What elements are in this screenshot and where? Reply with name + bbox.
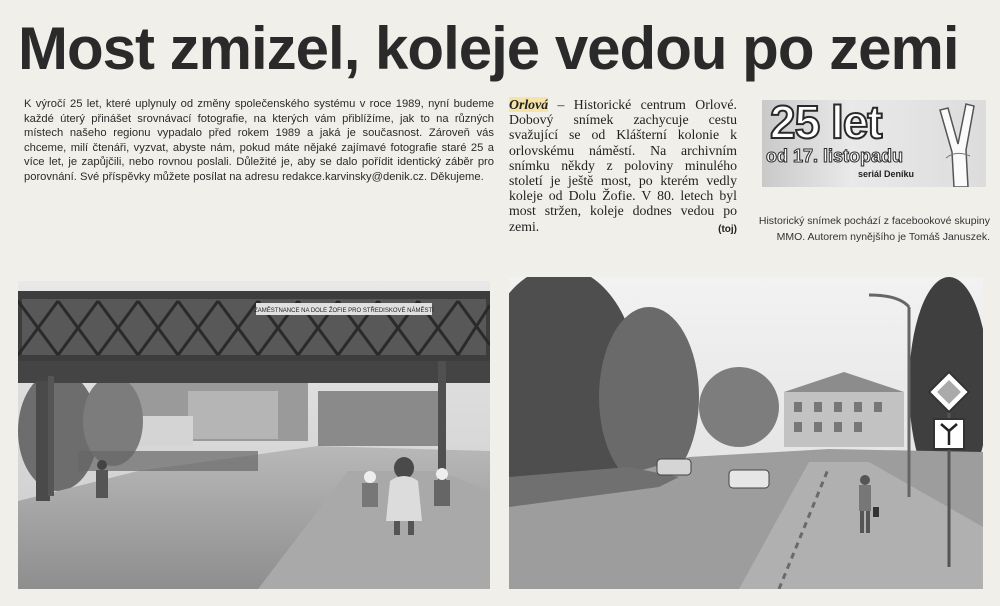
intro-paragraph: K výročí 25 let, které uplynuly od změny společenského systému v roce 1989, nyní budeme každé úterý přinášet srovnávací fotografie, na kterých vám přiblížíme, jak to na různých místech našeho regionu vypadalo před rokem 1989 a jaká je současnost. Zároveň vás chceme, milí čtenáři, vyzvat, abyste nám, pokud máte nějaké zajímavé fotografie staré 25 a více let, je zapůjčili, nebo rovnou poslali. Důležité je, aby se dalo pořídit identický záběr pro porovnání. Své příspěvky můžete posílat na adresu redakce.karvinsky@denik.cz. Děkujeme. [24, 98, 494, 183]
series-badge [762, 100, 986, 187]
story-place: Orlová [509, 97, 549, 112]
photo-caption: Historický snímek pochází z facebookové skupiny MMO. Autorem nynějšího je Tomáš Januszek. [758, 215, 990, 243]
badge-subtitle: od 17. listopadu [766, 146, 904, 166]
headline: Most zmizel, koleje vedou po zemi [18, 15, 959, 82]
current-photo [509, 277, 983, 589]
victory-hand-icon [926, 100, 986, 187]
badge-number: 25 let [770, 100, 882, 148]
archive-photo [18, 281, 490, 589]
story-text [509, 97, 737, 237]
story-author: (toj) [718, 223, 737, 235]
badge-serial: seriál Deníku [858, 169, 915, 179]
story-body: Historické centrum Orlové. Dobový snímek zachycuje cestu svažující se od Klášterní kolonie k orlovskému náměstí. Na archivním snímku někdy z poloviny minulého století je ještě most, po kterém vedly koleje od Dolu Žofie. V 80. letech byl most stržen, koleje dodnes vedou po zemi. [509, 97, 737, 234]
story-dash: – [548, 97, 574, 112]
bridge-sign: ZAMĚSTNANCE NA DOLE ŽOFIE PRO STŘEDISKOVÉ NÁMĚSTÍ [254, 308, 434, 314]
